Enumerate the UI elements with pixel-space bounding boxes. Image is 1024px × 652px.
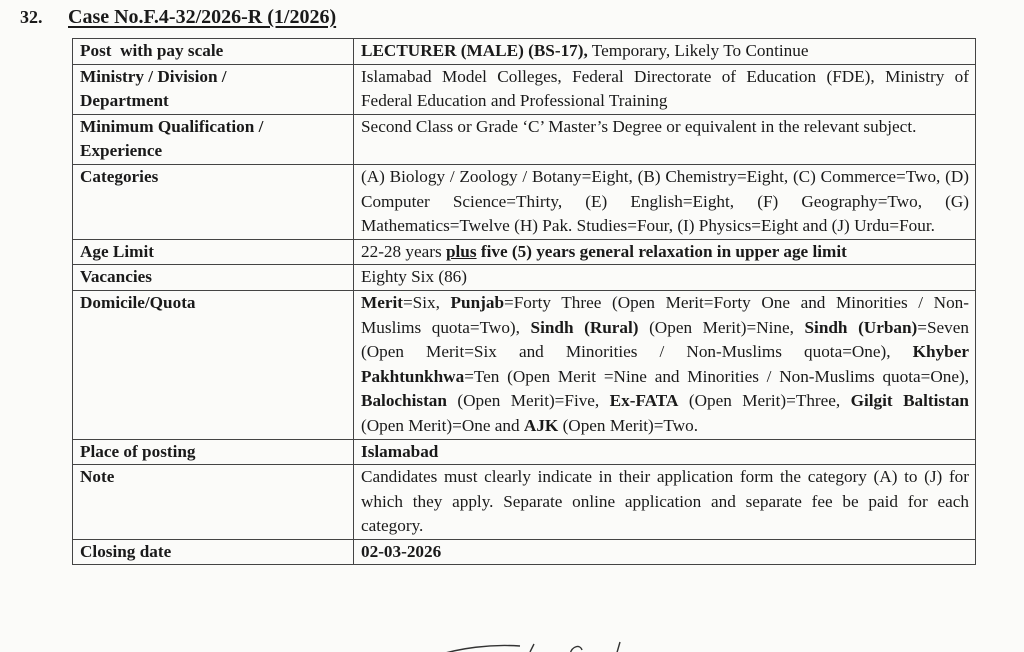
case-heading <box>20 6 336 29</box>
ministry-value: Islamabad Model Colleges, Federal Directorate of Education (FDE), Ministry of Federal Education and Professional Training <box>354 64 976 114</box>
row-age-limit <box>73 239 976 265</box>
age-range: 22-28 years <box>361 241 446 261</box>
post-terms: Temporary, Likely To Continue <box>587 41 809 60</box>
domicile-quota-text: =Six, <box>402 292 451 312</box>
row-vacancies <box>73 265 976 291</box>
posting-label: Place of posting <box>73 439 354 465</box>
domicile-quota-text: (Open Merit)=Two. <box>558 415 699 435</box>
case-title: Case No.F.4-32/2026-R (1/2026) <box>68 6 337 28</box>
domicile-region: Merit <box>361 292 403 312</box>
note-label: Note <box>73 465 354 540</box>
domicile-region: Ex-FATA <box>609 391 679 411</box>
row-closing-date <box>73 539 976 565</box>
domicile-quota-text: (Open Merit)=Three, <box>678 391 851 411</box>
note-value: Candidates must clearly indicate in their application form the category (A) to (J) for which they apply. Separate online application and separate fee be paid for each category. <box>354 465 976 540</box>
closing-date-label: Closing date <box>73 539 354 565</box>
qualification-label: Minimum Qualification / Experience <box>73 114 354 164</box>
domicile-quota-text: =Seven (Open Merit=Six and Minorities / Non-Muslims quota=One), <box>361 317 969 362</box>
post-label: Post with pay scale <box>73 39 354 65</box>
row-note <box>73 465 976 540</box>
age-limit-value <box>354 239 976 265</box>
domicile-region: Sindh (Rural) <box>530 317 639 337</box>
domicile-quota-text: =Forty Three (Open Merit=Forty One and Minorities / Non-Muslims quota=Two), <box>361 292 969 337</box>
domicile-region: Khyber Pakhtunkhwa <box>361 342 969 386</box>
row-posting <box>73 439 976 465</box>
row-ministry <box>73 64 976 114</box>
signature-icon <box>430 638 650 652</box>
ministry-label: Ministry / Division / Department <box>73 64 354 114</box>
age-relaxation: five (5) years general relaxation in upper age limit <box>476 241 847 261</box>
domicile-region: Sindh (Urban) <box>804 317 918 337</box>
domicile-quota-text: (Open Merit)=One and <box>361 415 524 435</box>
row-post <box>73 39 976 65</box>
categories-value: (A) Biology / Zoology / Botany=Eight, (B) Chemistry=Eight, (C) Commerce=Two, (D) Computer Science=Thirty, (E) English=Eight, (F) Geography=Two, (G) Mathematics=Twelve (H) Pak. Studies=Four, (I) Physics=Eight and (J) Urdu=Four. <box>354 164 976 239</box>
domicile-region: Punjab <box>450 292 505 312</box>
domicile-region: AJK <box>523 415 559 435</box>
domicile-quota-text: (Open Merit)=Five, <box>446 391 610 411</box>
domicile-region: Balochistan <box>361 391 447 411</box>
post-title: LECTURER (MALE) (BS-17), <box>361 41 588 60</box>
row-qualification <box>73 114 976 164</box>
domicile-quota-text: =Ten (Open Merit =Nine and Minorities / Non-Muslims quota=One), <box>464 366 969 386</box>
vacancies-label: Vacancies <box>73 265 354 291</box>
post-value <box>354 39 976 65</box>
categories-label: Categories <box>73 164 354 239</box>
posting-value: Islamabad <box>354 439 976 465</box>
domicile-quota-text: (Open Merit)=Nine, <box>638 317 805 337</box>
age-limit-label: Age Limit <box>73 239 354 265</box>
row-domicile <box>73 290 976 439</box>
advertisement-table <box>72 38 976 565</box>
case-number: 32. <box>20 7 43 27</box>
closing-date-value: 02-03-2026 <box>354 539 976 565</box>
vacancies-value: Eighty Six (86) <box>354 265 976 291</box>
domicile-label: Domicile/Quota <box>73 290 354 439</box>
age-plus: plus <box>445 241 477 261</box>
row-categories <box>73 164 976 239</box>
qualification-value: Second Class or Grade ‘C’ Master’s Degree or equivalent in the relevant subject. <box>354 114 976 164</box>
domicile-region: Gilgit Baltistan <box>850 391 969 411</box>
domicile-value <box>354 290 976 439</box>
